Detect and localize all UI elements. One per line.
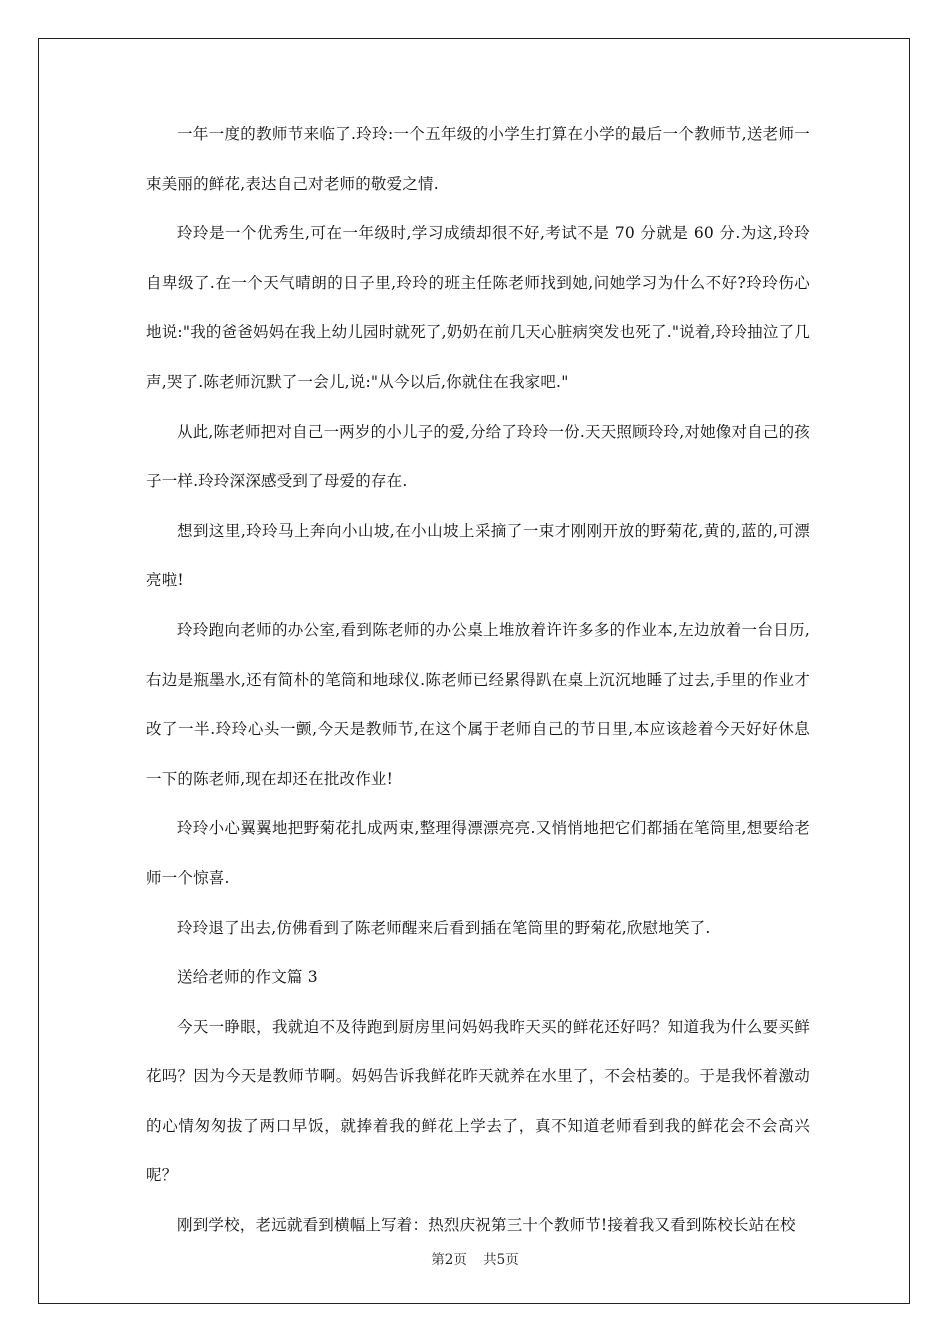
page-footer [0,1248,950,1268]
paragraph-3: 从此,陈老师把对自己一两岁的小儿子的爱,分给了玲玲一份.天天照顾玲玲,对她像对自己的孩子一样.玲玲深深感受到了母爱的存在. [146,422,810,491]
paragraph-9: 刚到学校，老远就看到横幅上写着：热烈庆祝第三十个教师节!接着我又看到陈校长站在校 [177,1216,796,1235]
document-body [146,110,810,1251]
paragraph-4: 想到这里,玲玲马上奔向小山坡,在小山坡上采摘了一束才刚刚开放的野菊花,黄的,蓝的,可漂亮啦! [146,521,810,590]
page-number: 第2页 [431,1252,467,1268]
paragraph-1: 一年一度的教师节来临了.玲玲:一个五年级的小学生打算在小学的最后一个教师节,送老师一束美丽的鲜花,表达自己对老师的敬爱之情. [146,125,810,193]
paragraph-7: 玲玲退了出去,仿佛看到了陈老师醒来后看到插在笔筒里的野菊花,欣慰地笑了. [177,918,711,937]
section-heading: 送给老师的作文篇 3 [177,968,318,987]
paragraph-8: 今天一睁眼，我就迫不及待跑到厨房里问妈妈我昨天买的鲜花还好吗？知道我为什么要买鲜花吗？因为今天是教师节啊。妈妈告诉我鲜花昨天就养在水里了，不会枯萎的。于是我怀着激动的心情匆匆拔了两口早饭，就捧着我的鲜花上学去了，真不知道老师看到我的鲜花会不会高兴呢？ [146,1017,810,1185]
page-total: 共5页 [483,1252,519,1268]
paragraph-6: 玲玲小心翼翼地把野菊花扎成两束,整理得漂漂亮亮.又悄悄地把它们都插在笔筒里,想要给老师一个惊喜. [146,819,810,887]
paragraph-5: 玲玲跑向老师的办公室,看到陈老师的办公桌上堆放着许许多多的作业本,左边放着一台日历,右边是瓶墨水,还有简朴的笔筒和地球仪.陈老师已经累得趴在桌上沉沉地睡了过去,手里的作业才改了一半.玲玲心头一颤,今天是教师节,在这个属于老师自己的节日里,本应该趁着今天好好休息一下的陈老师,现在却还在批改作业! [146,620,810,788]
paragraph-2: 玲玲是一个优秀生,可在一年级时,学习成绩却很不好,考试不是 70 分就是 60 分.为这,玲玲自卑级了.在一个天气晴朗的日子里,玲玲的班主任陈老师找到她,问她学习为什么不好?玲玲伤心地说:"我的爸爸妈妈在我上幼儿园时就死了,奶奶在前几天心脏病突发也死了."说着,玲玲抽泣了几声,哭了.陈老师沉默了一会儿,说:"从今以后,你就住在我家吧." [146,224,810,391]
